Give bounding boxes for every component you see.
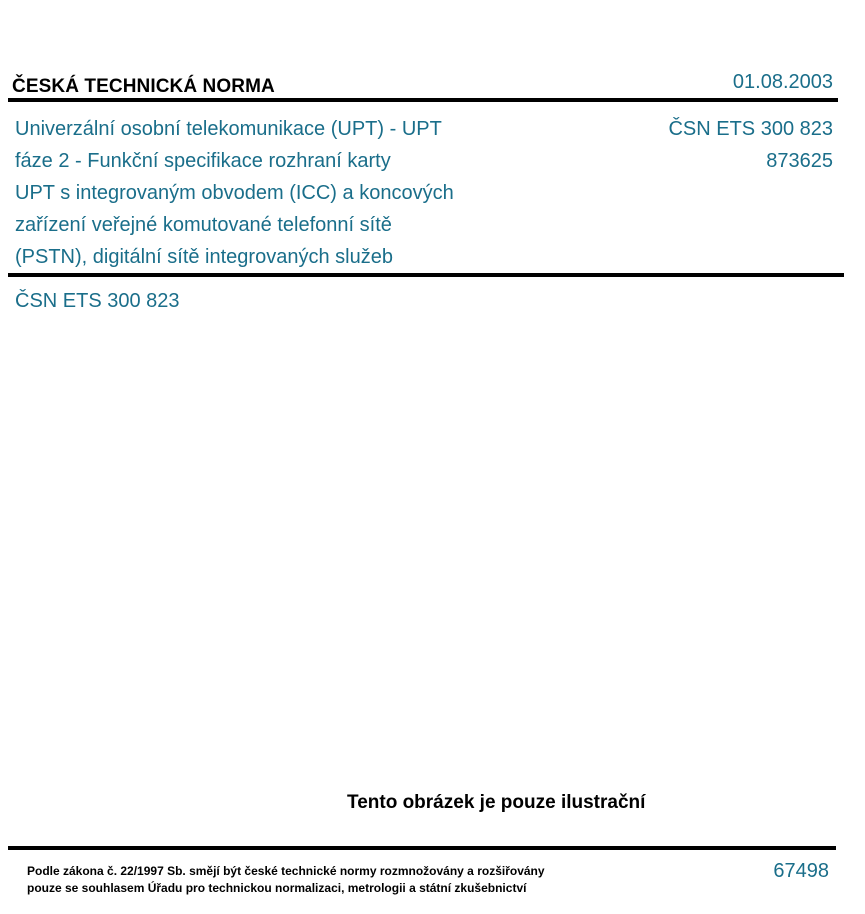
- publication-date: 01.08.2003: [732, 71, 833, 93]
- title-line: zařízení veřejné komutované telefonní sítě: [15, 214, 392, 236]
- standard-designation: ČSN ETS 300 823: [668, 118, 833, 140]
- header-divider: [8, 98, 838, 102]
- standard-title: [15, 113, 535, 273]
- legal-notice-line: pouze se souhlasem Úřadu pro technickou normalizaci, metrologii a státní zkušebnictví: [27, 881, 527, 895]
- footer-divider: [8, 846, 836, 850]
- catalog-number: 67498: [773, 860, 829, 882]
- illustration-note: Tento obrázek je pouze ilustrační: [347, 792, 646, 813]
- title-divider: [8, 273, 844, 277]
- standard-designation-block: [668, 113, 833, 177]
- sub-designation: ČSN ETS 300 823: [15, 290, 180, 312]
- title-line: UPT s integrovaným obvodem (ICC) a koncových: [15, 182, 454, 204]
- document-header-title: ČESKÁ TECHNICKÁ NORMA: [12, 76, 275, 97]
- title-line: (PSTN), digitální sítě integrovaných služeb: [15, 246, 393, 268]
- title-line: Univerzální osobní telekomunikace (UPT) - UPT: [15, 118, 442, 140]
- title-line: fáze 2 - Funkční specifikace rozhraní karty: [15, 150, 391, 172]
- legal-notice-line: Podle zákona č. 22/1997 Sb. smějí být české technické normy rozmnožovány a rozšiřovány: [27, 864, 545, 878]
- legal-notice: [27, 863, 545, 897]
- class-code: 873625: [766, 150, 833, 172]
